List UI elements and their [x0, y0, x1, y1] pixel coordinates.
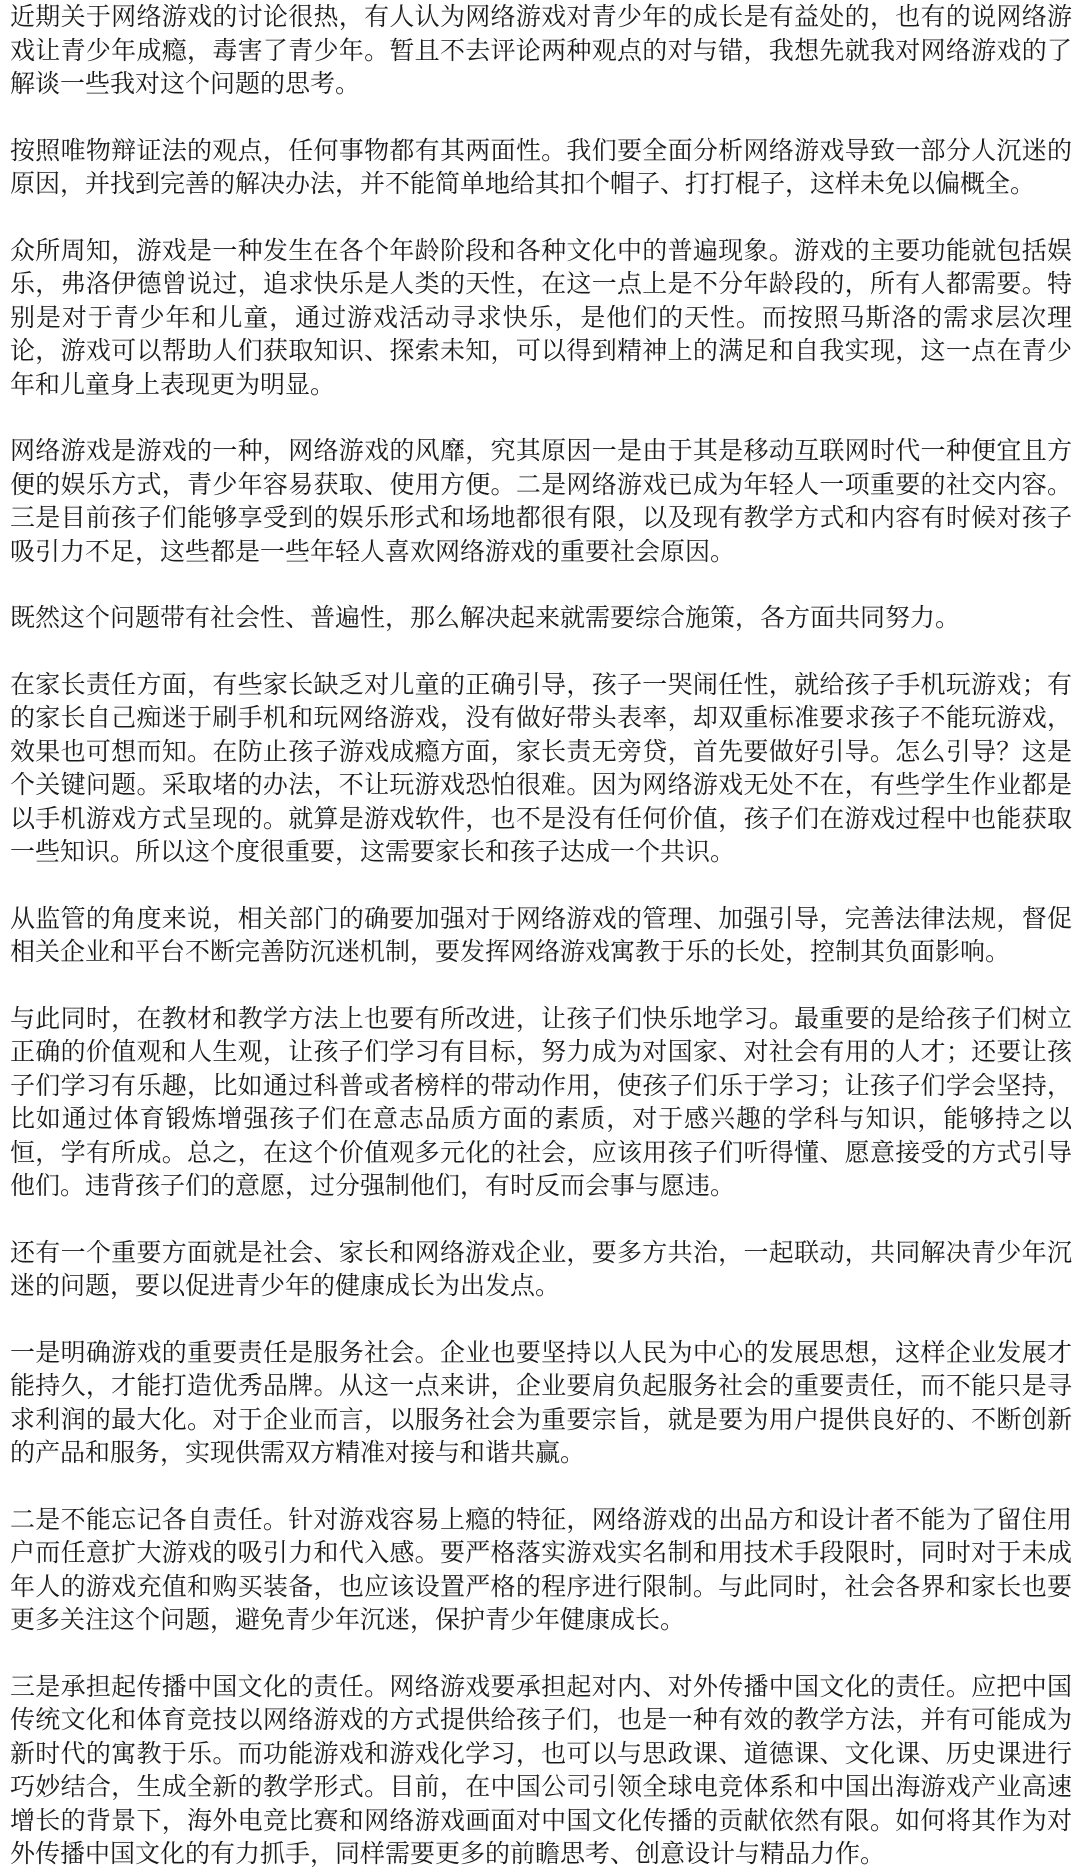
- paragraph-3: 众所周知，游戏是一种发生在各个年龄阶段和各种文化中的普遍现象。游戏的主要功能就包括娱乐，弗洛伊德曾说过，追求快乐是人类的天性，在这一点上是不分年龄段的，所有人都需要。特别是对于青少年和儿童，通过游戏活动寻求快乐，是他们的天性。而按照马斯洛的需求层次理论，游戏可以帮助人们获取知识、探索未知，可以得到精神上的满足和自我实现，这一点在青少年和儿童身上表现更为明显。: [10, 235, 1072, 399]
- paragraph-1: 近期关于网络游戏的讨论很热，有人认为网络游戏对青少年的成长是有益处的，也有的说网络游戏让青少年成瘾，毒害了青少年。暂且不去评论两种观点的对与错，我想先就我对网络游戏的了解谈一些我对这个问题的思考。: [10, 2, 1072, 98]
- paragraph-2: 按照唯物辩证法的观点，任何事物都有其两面性。我们要全面分析网络游戏导致一部分人沉迷的原因，并找到完善的解决办法，并不能简单地给其扣个帽子、打打棍子，这样未免以偏概全。: [10, 135, 1072, 198]
- paragraph-12: 三是承担起传播中国文化的责任。网络游戏要承担起对内、对外传播中国文化的责任。应把中国传统文化和体育竞技以网络游戏的方式提供给孩子们，也是一种有效的教学方法，并有可能成为新时代的寓教于乐。而功能游戏和游戏化学习，也可以与思政课、道德课、文化课、历史课进行巧妙结合，生成全新的教学形式。目前，在中国公司引领全球电竞体系和中国出海游戏产业高速增长的背景下，海外电竞比赛和网络游戏画面对中国文化传播的贡献依然有限。如何将其作为对外传播中国文化的有力抓手，同样需要更多的前瞻思考、创意设计与精品力作。: [10, 1671, 1072, 1868]
- paragraph-6: 在家长责任方面，有些家长缺乏对儿童的正确引导，孩子一哭闹任性，就给孩子手机玩游戏；有的家长自己痴迷于刷手机和玩网络游戏，没有做好带头表率，却双重标准要求孩子不能玩游戏，效果也可想而知。在防止孩子游戏成瘾方面，家长责无旁贷，首先要做好引导。怎么引导？这是个关键问题。采取堵的办法，不让玩游戏恐怕很难。因为网络游戏无处不在，有些学生作业都是以手机游戏方式呈现的。就算是游戏软件，也不是没有任何价值，孩子们在游戏过程中也能获取一些知识。所以这个度很重要，这需要家长和孩子达成一个共识。: [10, 669, 1072, 866]
- paragraph-11: 二是不能忘记各自责任。针对游戏容易上瘾的特征，网络游戏的出品方和设计者不能为了留住用户而任意扩大游戏的吸引力和代入感。要严格落实游戏实名制和用技术手段限时，同时对于未成年人的游戏充值和购买装备，也应该设置严格的程序进行限制。与此同时，社会各界和家长也要更多关注这个问题，避免青少年沉迷，保护青少年健康成长。: [10, 1504, 1072, 1634]
- paragraph-7: 从监管的角度来说，相关部门的确要加强对于网络游戏的管理、加强引导，完善法律法规，督促相关企业和平台不断完善防沉迷机制，要发挥网络游戏寓教于乐的长处，控制其负面影响。: [10, 903, 1072, 966]
- paragraph-10: 一是明确游戏的重要责任是服务社会。企业也要坚持以人民为中心的发展思想，这样企业发展才能持久，才能打造优秀品牌。从这一点来讲，企业要肩负起服务社会的重要责任，而不能只是寻求利润的最大化。对于企业而言，以服务社会为重要宗旨，就是要为用户提供良好的、不断创新的产品和服务，实现供需双方精准对接与和谐共赢。: [10, 1337, 1072, 1467]
- paragraph-5: 既然这个问题带有社会性、普遍性，那么解决起来就需要综合施策，各方面共同努力。: [10, 603, 961, 632]
- paragraph-9: 还有一个重要方面就是社会、家长和网络游戏企业，要多方共治，一起联动，共同解决青少年沉迷的问题，要以促进青少年的健康成长为出发点。: [10, 1237, 1072, 1300]
- paragraph-8: 与此同时，在教材和教学方法上也要有所改进，让孩子们快乐地学习。最重要的是给孩子们树立正确的价值观和人生观，让孩子们学习有目标，努力成为对国家、对社会有用的人才；还要让孩子们学习有乐趣，比如通过科普或者榜样的带动作用，使孩子们乐于学习；让孩子们学会坚持，比如通过体育锻炼增强孩子们在意志品质方面的素质，对于感兴趣的学科与知识，能够持之以恒，学有所成。总之，在这个价值观多元化的社会，应该用孩子们听得懂、愿意接受的方式引导他们。违背孩子们的意愿，过分强制他们，有时反而会事与愿违。: [10, 1003, 1072, 1200]
- paragraph-4: 网络游戏是游戏的一种，网络游戏的风靡，究其原因一是由于其是移动互联网时代一种便宜且方便的娱乐方式，青少年容易获取、使用方便。二是网络游戏已成为年轻人一项重要的社交内容。三是目前孩子们能够享受到的娱乐形式和场地都很有限，以及现有教学方式和内容有时候对孩子吸引力不足，这些都是一些年轻人喜欢网络游戏的重要社会原因。: [10, 436, 1072, 566]
